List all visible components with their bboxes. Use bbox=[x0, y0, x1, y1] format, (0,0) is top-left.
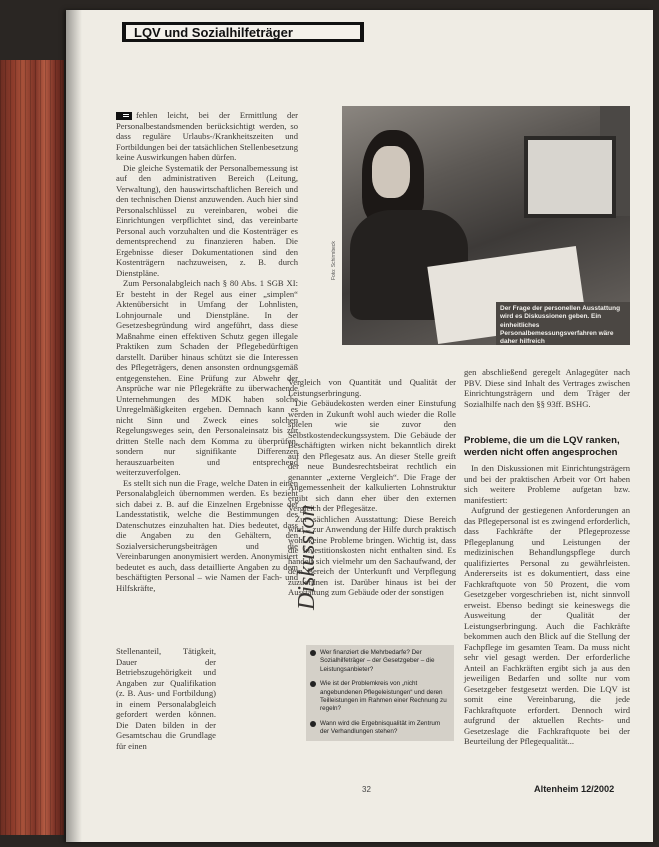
discussion-item-text: Wie ist der Problemkreis von „nicht angebundenen Pflegeleistungen“ und deren Teilleistungen im Rahmen einer Rechnung zu regeln? bbox=[320, 680, 447, 713]
photo-computer-monitor bbox=[524, 136, 616, 218]
page-number: 32 bbox=[362, 785, 371, 794]
photo-caption: Der Frage der personellen Ausstattung wird es Diskussionen geben. Ein einheitliches Personalbemessungsverfahren wäre daher hilfreich bbox=[496, 302, 630, 345]
photo-person-face bbox=[372, 146, 410, 198]
column-3 bbox=[464, 367, 630, 409]
paragraph-text: fehlen leicht, bei der Ermittlung der Personalbestandsmenden berücksichtigt werden, so dass reguläre Urlaubs-/Krankheitszeiten und Fortbildungen bei der tatsächlichen Stellenbesetzung keine Auswirkungen haben dürfen. bbox=[116, 110, 298, 162]
bullet-icon bbox=[310, 650, 316, 656]
column-2-paragraph: Vergleich von Quantität und Qualität der Leistungserbringung. bbox=[288, 377, 456, 398]
column-3-paragraph: In den Diskussionen mit Einrichtungsträgern und bei der praktischen Arbeit vor Ort haben sich weitere Probleme aufgetan bzw. manifestiert: bbox=[464, 463, 630, 505]
column-1-paragraph bbox=[116, 110, 298, 163]
subheading: Probleme, die um die LQV ranken, werden nicht offen angesprochen bbox=[464, 435, 620, 458]
discussion-item-text: Wer finanziert die Mehrbedarfe? Der Sozialhilfeträger – der Gesetzgeber – die Leistungsanbieter? bbox=[320, 649, 435, 673]
diskussion-label: Diskussion bbox=[294, 504, 320, 610]
bullet-icon bbox=[310, 721, 316, 727]
column-2-paragraph: Die Gebäudekosten werden einer Einstufung werden in Zukunft wohl auch wieder die Rolle spielen wie sie zuvor den Selbstkostendeckungssystem. Die Gebäude der Beschäftigten wirken nicht bekanntlich direkt auf den Pflegesatz aus. An dieser Stelle greift der neue Bundesrechtsbeirat rechtlich ein genannter „externe Vergleich“. Die Frage der Angemessenheit der kalkulierten Lohnstruktur ergibt sich dann eher über den externen Vergleich der Pflegesätze. bbox=[288, 398, 456, 513]
discussion-item bbox=[310, 720, 450, 737]
section-title: LQV und Sozialhilfeträger bbox=[134, 25, 293, 40]
column-1-paragraph: Die gleiche Systematik der Personalbemessung ist auf den administrativen Bereich (Leitung, Verwaltung), den hauswirtschaftlichen Bereich und den technischen Dienst anzuwenden. Auch hier sind Personalschlüssel zu vereinbaren, wobei die Einrichtungen verpflichtet sind, das vereinbarte Personal auch vorzuhalten und die Kostenträger es dementsprechend zu finanzieren haben. Die Ergebnisse dieser Dokumentationen sind den Kostenträgern nachzuweisen, z. B. durch Dienstpläne. bbox=[116, 162, 298, 278]
bullet-icon bbox=[310, 681, 316, 687]
discussion-item bbox=[310, 680, 450, 714]
discussion-item bbox=[310, 649, 450, 674]
column-3-paragraph: Aufgrund der gestiegenen Anforderungen an das Pflegepersonal ist es zwingend erforderlich, dass Fachkräfte der Pflegeprozesse Pflegeplanung und Leistungen der medizinischen Behandlungspflege durch qualifiziertes Personal zu gewährleisten. Andererseits ist es dokumentiert, dass eine Fachkraftquote von 50 Prozent, die vom Gesetzgeber vorgeschrieben ist, nicht sinnvoll erweist. Ebenso bedingt sie keineswegs die Ausweitung der Qualität der Leistungserbringung. Auch die Fachkräfte bekommen auch den Blick auf die Stellung der Fachpflege im gesamten Team. Da muss nicht sehr viel gesagt werden. Der erforderliche Anteil an Fachkräften ergibt sich ja aus den jeweiligen Bedarfen und sollte nur vom Gesetzgeber festgesetzt werden. Die LQV ist somit eine Vereinbarung, die jede Fachkraftquote erfordert. Dennoch wird aufgrund der aktuellen Rechts- und Gesetzeslage die Fachkraftquote bei der Beurteilung der Pflegequalität... bbox=[464, 505, 630, 746]
section-header-box bbox=[125, 24, 361, 40]
column-2-paragraph: Zur sächlichen Ausstattung: Diese Bereich wird – zur Anwendung der Hilfe durch praktisch wohl keine Probleme bringen. Wichtig ist, dass die Investitionskosten nicht enthalten sind. Es handelt sich vielmehr um den Sachaufwand, der dem Bereich der Unterkunft und Verpflegung zuzuordnen ist. Darüber hinaus ist bei der Ausstattung zum Gebäude oder der sonstigen bbox=[288, 513, 456, 597]
photo-woman-at-desk bbox=[342, 106, 630, 345]
column-1-paragraph: Zum Personalabgleich nach § 80 Abs. 1 SGB XI: Er besteht in der Regel aus einer „simplen“ Aktenübersicht in Umfang der Lohnlisten, Lohnjournale und Dienstpläne. In der Gesetzesbegründung wird angeführt, dass diese Maßnahme einen effektiven Schutz gegen illegale Praktiken zum Schaden der Pflegebedürftigen darstellt. Darüber hinaus schützt sie die Interessen des Pflegeträgers, denen ansonsten ordnungsgemäß entgegenstehen. Eine Prüfung zur Abwehr der Ansprüche war nie Pflegekräfte zu überwachende Unternehmungen des MDK haben solche Unregelmäßigkeiten ergeben. Demnach kann es nicht Sinn und Zweck eines solchen Regelungsweges sein, den Personaleinsatz bis zur dritten Stelle nach dem Komma zu überprüfen, sondern nur signifikante Differenzen herauszuarbeiten und entsprechend weiterzuverfolgen. bbox=[116, 278, 298, 477]
discussion-box bbox=[306, 645, 454, 741]
column-1 bbox=[116, 110, 298, 593]
section-header bbox=[122, 22, 364, 42]
discussion-item-text: Wann wird die Ergebnisqualität im Zentrum der Verhandlungen stehen? bbox=[320, 719, 441, 736]
column-3-paragraph: gen abschließend geregelt Anlagegüter nach PBV. Diese sind Inhalt des Vertrages zwischen Einrichtungsträgern und dem Träger der Sozialhilfe nach den §§ 93ff. BSHG. bbox=[464, 367, 630, 409]
gutter-shadow bbox=[66, 10, 82, 842]
column-1-paragraph: Stellenanteil, Tätigkeit, Dauer der Betriebszugehörigkeit und Angaben zur Qualifikation (z. B. Aus- und Fortbildung) in einem Personalabgleich gefordert werden können. Die Daten bilden in der Gesamtschau die Grundlage für einen bbox=[116, 646, 216, 751]
journal-name: Altenheim 12/2002 bbox=[534, 784, 615, 794]
photo-credit: Foto: Schirmbeck bbox=[331, 241, 337, 280]
magazine-page bbox=[66, 10, 653, 842]
continue-arrow-icon bbox=[116, 112, 132, 120]
column-3-body bbox=[464, 463, 630, 747]
column-1-continued bbox=[116, 646, 216, 751]
column-1-paragraph: Es stellt sich nun die Frage, welche Daten in einen Personalabgleich übernommen werden. Es bezieht sich dabei z. B. auf die Einzelnen Ergebnisse der Landesstatistik, welche die Bestimmungen des Datenschutzes einzuhalten hat. Dies bedeutet, dass die Angaben zu den Gehältern, den Sozialversicherungsbeiträgen und die Vereinbarungen anonymisiert werden. Anonymisiert bedeutet es auch, dass detaillierte Angaben zu dem beschäftigten Personal – wie Namen der Fach- und Hilfskräfte, bbox=[116, 477, 298, 593]
book-page-edge-lines bbox=[0, 60, 64, 835]
